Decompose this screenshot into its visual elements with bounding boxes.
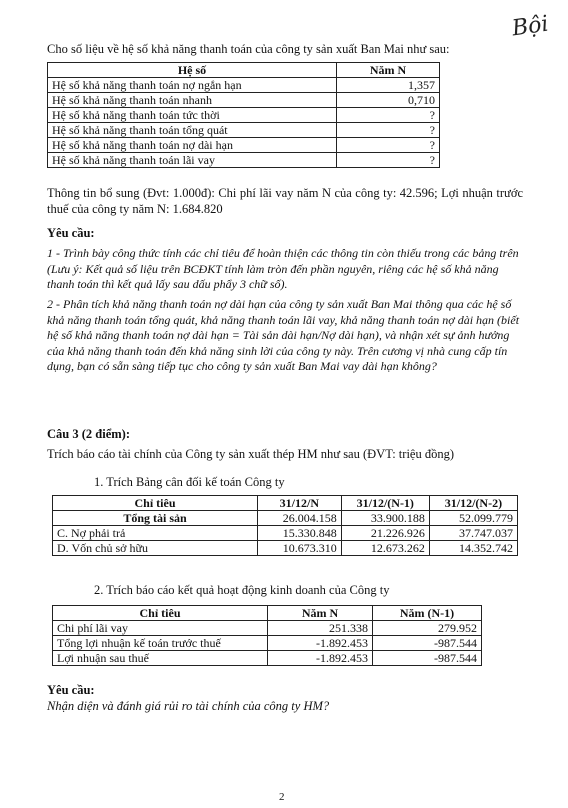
header-cell: Hệ số — [48, 63, 337, 78]
table-row — [48, 93, 440, 108]
ratio-value: ? — [337, 108, 440, 123]
handwritten-signature: Bội — [510, 11, 551, 42]
cell-value: -987.544 — [372, 636, 481, 651]
cell-value: 10.673.310 — [258, 541, 342, 556]
table-row — [53, 621, 482, 636]
table-header-row — [53, 496, 518, 511]
header-cell: 31/12/(N-1) — [341, 496, 429, 511]
cell-value: 14.352.742 — [429, 541, 517, 556]
cell-value: -987.544 — [372, 651, 481, 666]
table-row — [53, 636, 482, 651]
question-3-heading: Câu 3 (2 điểm): — [47, 427, 130, 441]
ratio-name: Hệ số khả năng thanh toán nợ ngắn hạn — [48, 78, 337, 93]
page-number: 2 — [279, 791, 285, 803]
table-header-row — [48, 63, 440, 78]
cell-value: 21.226.926 — [341, 526, 429, 541]
header-cell: Chỉ tiêu — [53, 496, 258, 511]
table-balance-sheet — [52, 495, 518, 556]
table-row — [48, 108, 440, 123]
header-cell: 31/12/(N-2) — [429, 496, 517, 511]
table-row — [53, 651, 482, 666]
ratio-name: Hệ số khả năng thanh toán nợ dài hạn — [48, 138, 337, 153]
cell-value: 251.338 — [268, 621, 373, 636]
requirement-text-2: Nhận diện và đánh giá rủi ro tài chính của công ty HM? — [47, 699, 330, 713]
header-cell: Năm N — [268, 606, 373, 621]
ratio-value: ? — [337, 153, 440, 168]
header-cell: Chỉ tiêu — [53, 606, 268, 621]
row-label: C. Nợ phải trả — [53, 526, 258, 541]
ratio-name: Hệ số khả năng thanh toán nhanh — [48, 93, 337, 108]
ratio-value: 1,357 — [337, 78, 440, 93]
table-row — [53, 511, 518, 526]
table-header-row — [53, 606, 482, 621]
ratio-value: ? — [337, 138, 440, 153]
row-label: Lợi nhuận sau thuế — [53, 651, 268, 666]
table-row — [48, 123, 440, 138]
requirement-item-1: 1 - Trình bày công thức tính các chỉ tiêu để hoàn thiện các thông tin còn thiếu trong các bảng trên (Lưu ý: Kết quả số liệu trên BCĐKT tính làm tròn đến phần nguyên, riêng các hệ số khả năng thanh toán thì kết quả lấy sau dấu phẩy 3 chữ số). — [47, 246, 519, 291]
cell-value: 279.952 — [372, 621, 481, 636]
table-income-statement — [52, 605, 482, 666]
ratio-name: Hệ số khả năng thanh toán tức thời — [48, 108, 337, 123]
table-row — [48, 78, 440, 93]
question-3-intro: Trích báo cáo tài chính của Công ty sản xuất thép HM như sau (ĐVT: triệu đồng) — [47, 447, 455, 461]
table-row — [53, 541, 518, 556]
subsection-1-title: 1. Trích Bảng cân đối kế toán Công ty — [94, 475, 285, 489]
cell-value: 52.099.779 — [429, 511, 517, 526]
header-cell: Năm (N-1) — [372, 606, 481, 621]
header-cell: Năm N — [337, 63, 440, 78]
ratio-value: 0,710 — [337, 93, 440, 108]
ratio-name: Hệ số khả năng thanh toán lãi vay — [48, 153, 337, 168]
cell-value: 26.004.158 — [258, 511, 342, 526]
row-label: Tổng lợi nhuận kế toán trước thuế — [53, 636, 268, 651]
row-label: Chi phí lãi vay — [53, 621, 268, 636]
intro-text: Cho số liệu về hệ số khả năng thanh toán của công ty sản xuất Ban Mai như sau: — [47, 42, 450, 56]
requirement-heading: Yêu cầu: — [47, 226, 95, 240]
table-row — [48, 153, 440, 168]
requirement-item-2: 2 - Phân tích khả năng thanh toán nợ dài hạn của công ty sản xuất Ban Mai thông qua các hệ số khả năng thanh toán tổng quát, khả năng thanh toán lãi vay, khả năng thanh toán nợ dài hạn (biết hệ số khả năng thanh toán nợ dài hạn = Tài sản dài hạn/Nợ dài hạn), và nhận xét sự ảnh hưởng của khả năng thanh toán đến khả năng sinh lời của công ty này. Trên cương vị nhà cung cấp tín dụng, bạn có sẵn sàng tiếp tục cho công ty sản xuất Ban Mai vay dài hạn không? — [47, 297, 520, 373]
table-row — [53, 526, 518, 541]
cell-value: 33.900.188 — [341, 511, 429, 526]
ratio-name: Hệ số khả năng thanh toán tổng quát — [48, 123, 337, 138]
cell-value: -1.892.453 — [268, 651, 373, 666]
row-label: D. Vốn chủ sở hữu — [53, 541, 258, 556]
subsection-2-title: 2. Trích báo cáo kết quả hoạt động kinh doanh của Công ty — [94, 583, 390, 597]
ratio-value: ? — [337, 123, 440, 138]
requirement-heading-2: Yêu cầu: — [47, 683, 95, 697]
cell-value: -1.892.453 — [268, 636, 373, 651]
cell-value: 12.673.262 — [341, 541, 429, 556]
table-liquidity-ratios — [47, 62, 440, 168]
cell-value: 15.330.848 — [258, 526, 342, 541]
header-cell: 31/12/N — [258, 496, 342, 511]
extra-info-text: Thông tin bổ sung (Đvt: 1.000đ): Chi phí lãi vay năm N của công ty: 42.596; Lợi nhuận trước thuế của công ty năm N: 1.684.820 — [47, 186, 523, 216]
row-label: Tổng tài sản — [53, 511, 258, 526]
cell-value: 37.747.037 — [429, 526, 517, 541]
table-row — [48, 138, 440, 153]
